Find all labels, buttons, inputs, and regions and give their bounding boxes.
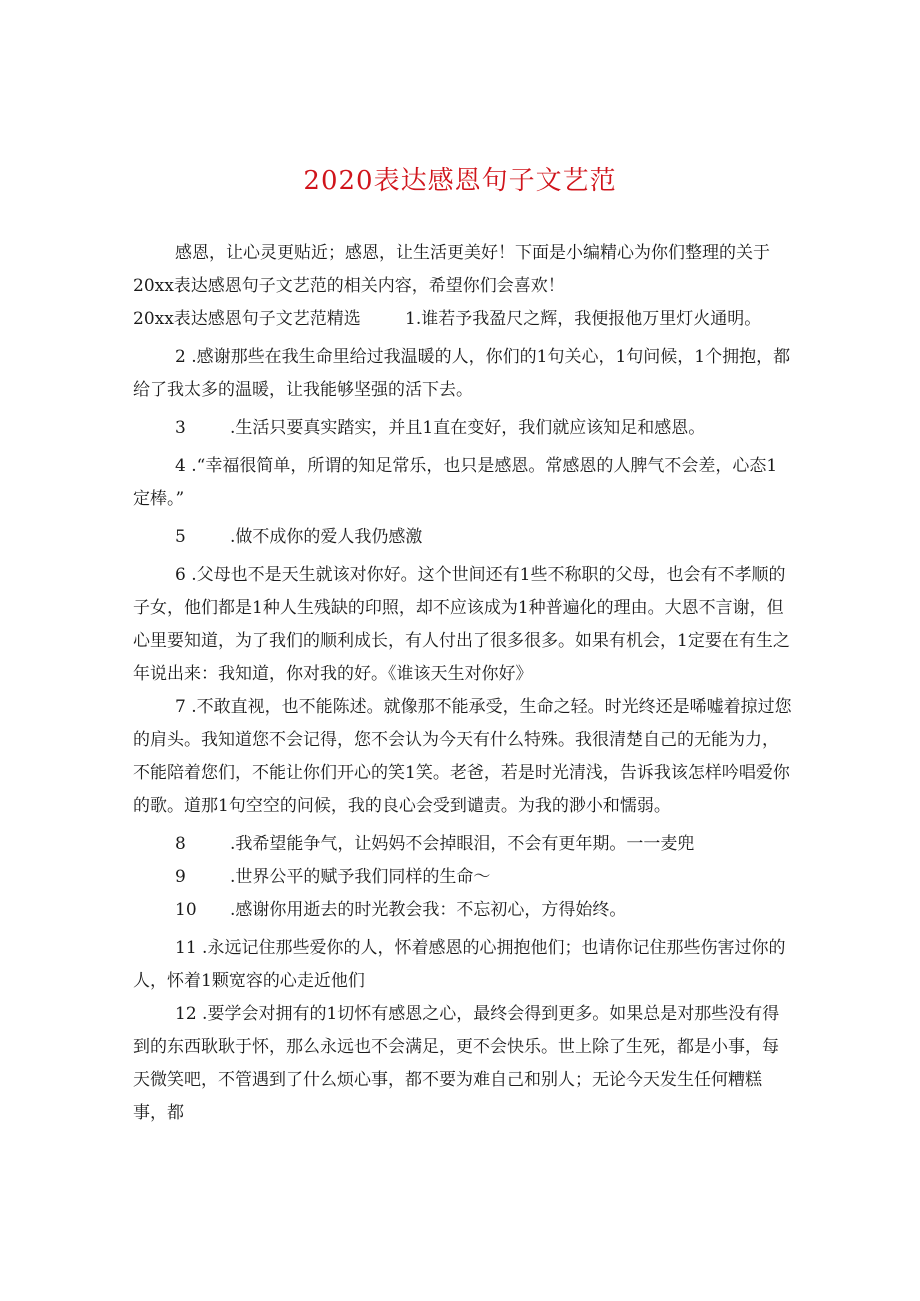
document-title: 2020表达感恩句子文艺范 <box>303 166 617 196</box>
item-number: 8 <box>175 834 186 854</box>
item-number: 6 <box>175 565 186 585</box>
item-number: 4 <box>175 456 186 476</box>
list-item <box>133 412 793 445</box>
item-text: 谁若予我盈尺之辉，我便报他万里灯火通明。 <box>421 309 762 329</box>
item-text: .要学会对拥有的1切怀有感恩之心，最终会得到更多。如果总是对那些没有得到的东西耿耿于怀，那么永远也不会满足，更不会快乐。世上除了生死，都是小事，每天微笑吧，不管遇到了什么烦心事，都不要为难自己和别人；无论今天发生任何糟糕事，都 <box>133 1004 780 1123</box>
item-text: .永远记住那些爱你的人，怀着感恩的心拥抱他们；也请你记住那些伤害过你的人，怀着1颗宽容的心走近他们 <box>133 938 786 991</box>
item-text: .感谢你用逝去的时光教会我：不忘初心，方得始终。 <box>230 900 627 920</box>
item-number: 12 <box>175 1004 197 1024</box>
list-item <box>133 894 793 927</box>
list-item <box>133 559 793 691</box>
item-number: 7 <box>175 697 186 717</box>
item-text: .生活只要真实踏实，并且1直在变好，我们就应该知足和感恩。 <box>230 418 706 438</box>
section-heading-line <box>133 303 793 336</box>
item-text: .感谢那些在我生命里给过我温暖的人，你们的1句关心，1句问候，1个拥抱，都给了我太多的温暖，让我能够坚强的活下去。 <box>133 347 791 400</box>
document-body <box>133 237 793 1130</box>
intro-paragraph: 感恩，让心灵更贴近；感恩，让生活更美好！下面是小编精心为你们整理的关于20xx表达感恩句子文艺范的相关内容，希望你们会喜欢！ <box>133 243 770 296</box>
item-number: 11 <box>175 938 197 958</box>
item-number: 10 <box>175 900 197 920</box>
item-number: 3 <box>175 418 186 438</box>
list-item <box>133 861 793 894</box>
list-item <box>133 691 793 823</box>
section-heading: 20xx表达感恩句子文艺范精选 <box>133 309 361 329</box>
item-text: .世界公平的赋予我们同样的生命～ <box>230 867 491 887</box>
list-item <box>133 828 793 861</box>
list-item <box>133 932 793 998</box>
item-text: .“幸福很简单，所谓的知足常乐，也只是感恩。常感恩的人脾气不会差，心态1定棒。” <box>133 456 778 509</box>
list-item <box>133 521 793 554</box>
item-number: 2 <box>175 347 186 367</box>
item-number: 5 <box>175 527 186 547</box>
item-text: .父母也不是天生就该对你好。这个世间还有1些不称职的父母，也会有不孝顺的子女，他们都是1种人生残缺的印照，却不应该成为1种普遍化的理由。大恩不言谢，但心里要知道，为了我们的顺利成长，有人付出了很多很多。如果有机会，1定要在有生之年说出来：我知道，你对我的好。《谁该天生对你好》 <box>133 565 790 684</box>
item-number: 1. <box>405 309 422 329</box>
item-number: 9 <box>175 867 186 887</box>
item-text: .我希望能争气，让妈妈不会掉眼泪，不会有更年期。一一麦兜 <box>230 834 695 854</box>
list-item <box>133 341 793 407</box>
list-item <box>133 998 793 1130</box>
item-text: .做不成你的爱人我仍感激 <box>230 527 423 547</box>
list-item <box>133 450 793 516</box>
item-text: .不敢直视，也不能陈述。就像那不能承受，生命之轻。时光终还是唏嘘着掠过您的肩头。我知道您不会记得，您不会认为今天有什么特殊。我很清楚自己的无能为力，不能陪着您们，不能让你们开心的笑1笑。老爸，若是时光清浅，告诉我该怎样吟唱爱你的歌。道那1句空空的问候，我的良心会受到谴责。为我的渺小和懦弱。 <box>133 697 792 816</box>
